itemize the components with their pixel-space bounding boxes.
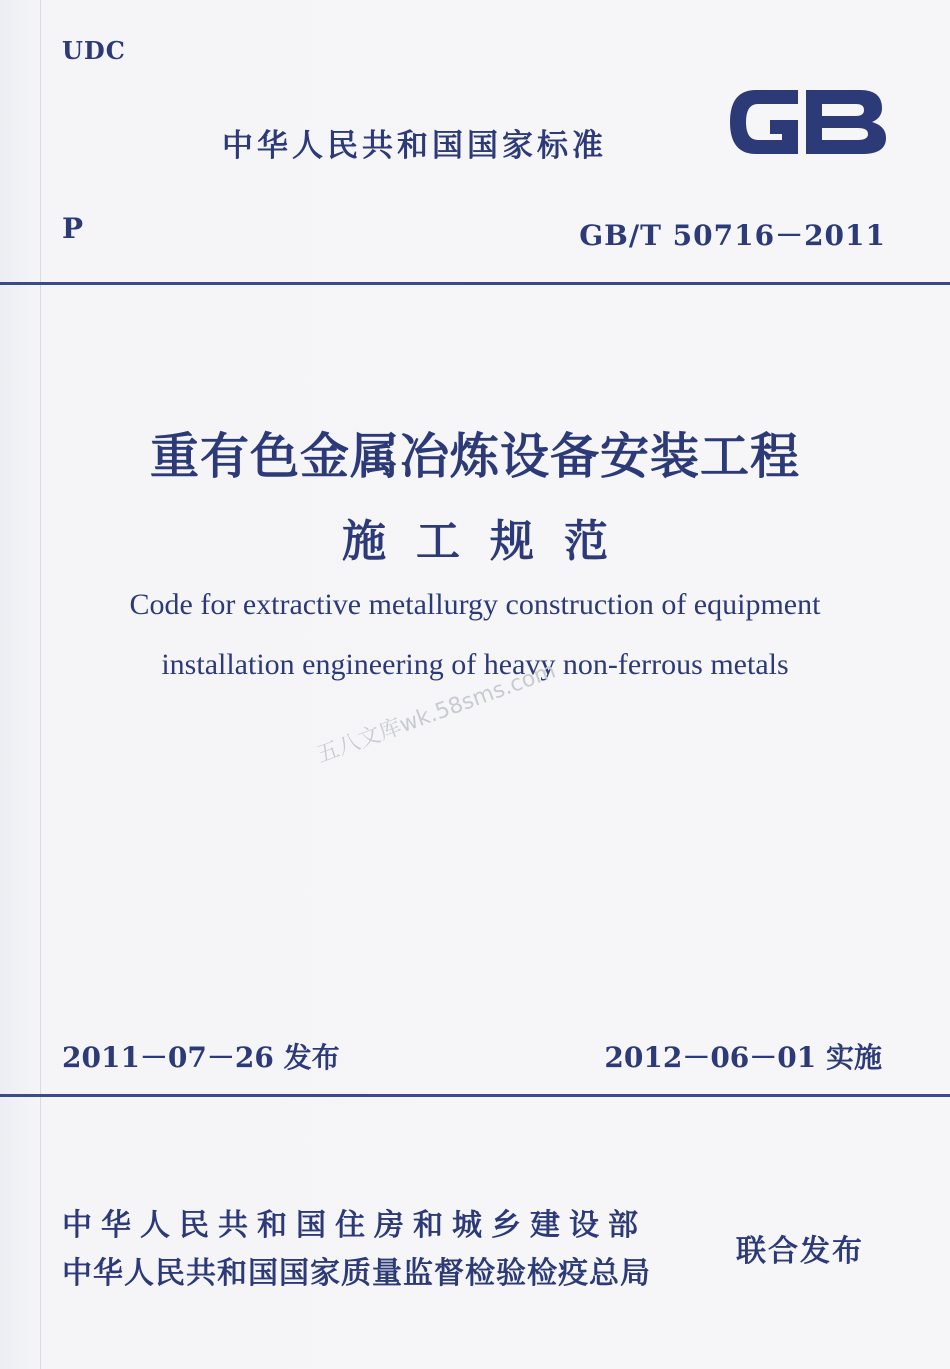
gb-logo-icon xyxy=(720,76,892,168)
title-chinese-line2: 施工规范 xyxy=(342,516,638,567)
watermark-text: 五八文库wk.58sms.com xyxy=(313,658,560,769)
page-fold-line xyxy=(40,0,41,1369)
publisher-line2: 中华人民共和国国家质量监督检验检疫总局 xyxy=(62,1256,651,1291)
national-standard-heading: 中华人民共和国国家标准 xyxy=(222,128,607,164)
issue-date: 2011－07－26 发布 xyxy=(62,1041,340,1074)
bottom-divider xyxy=(0,1094,950,1097)
title-english-line2: installation engineering of heavy non-ferrous metals xyxy=(161,648,789,681)
title-chinese-line1: 重有色金属冶炼设备安装工程 xyxy=(149,428,800,485)
standard-code: GB/T 50716－2011 xyxy=(579,219,886,252)
effective-date: 2012－06－01 实施 xyxy=(604,1041,882,1074)
udc-label: UDC xyxy=(62,36,126,65)
publisher-line1: 中华人民共和国住房和城乡建设部 xyxy=(62,1208,647,1243)
title-english-line1: Code for extractive metallurgy construction of equipment xyxy=(129,588,821,621)
top-divider xyxy=(0,282,950,285)
joint-issue-label: 联合发布 xyxy=(736,1234,864,1269)
category-label: P xyxy=(62,212,84,245)
